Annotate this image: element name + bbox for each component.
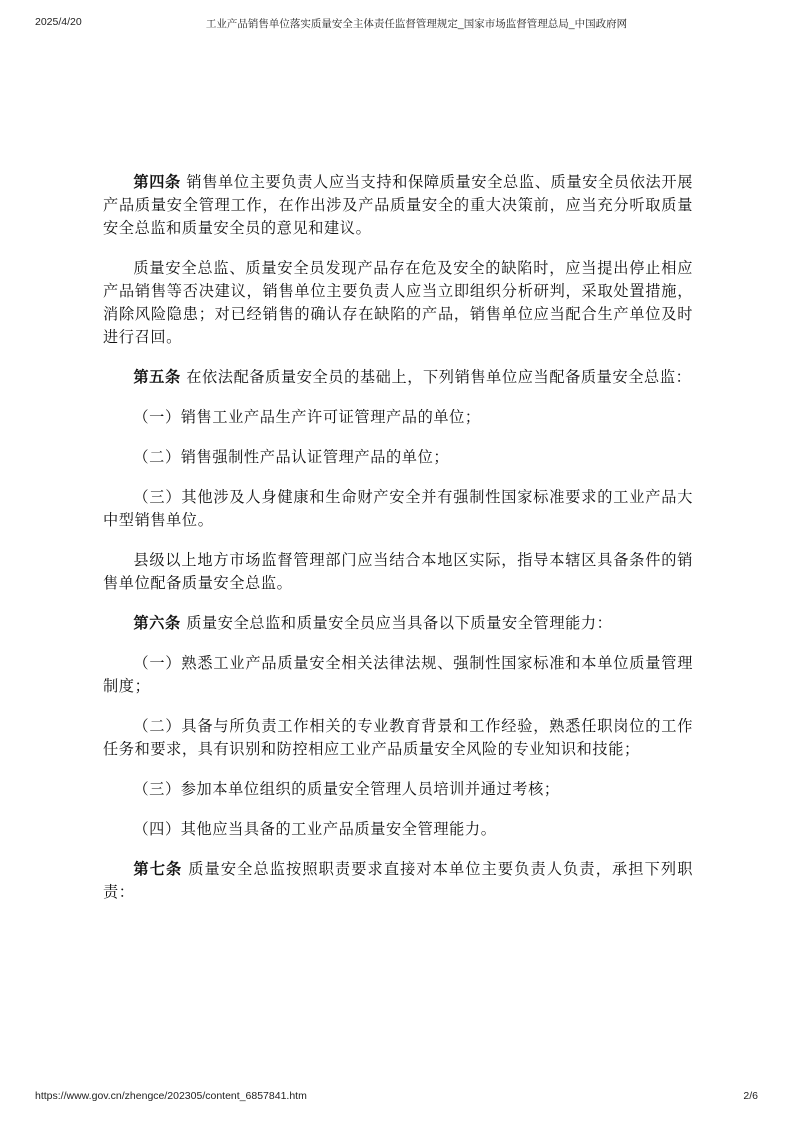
paragraph — [103, 446, 693, 469]
paragraph — [103, 858, 693, 904]
article-label: 第四条 — [133, 173, 181, 191]
paragraph-text: 在依法配备质量安全员的基础上，下列销售单位应当配备质量安全总监： — [186, 368, 692, 386]
document-body — [103, 171, 693, 921]
paragraph-text: （四）其他应当具备的工业产品质量安全管理能力。 — [133, 820, 497, 838]
article-label: 第六条 — [133, 614, 181, 632]
paragraph-text: 质量安全总监按照职责要求直接对本单位主要负责人负责，承担下列职责： — [103, 860, 693, 901]
paragraph-text: 质量安全总监和质量安全员应当具备以下质量安全管理能力： — [186, 614, 613, 632]
paragraph — [103, 486, 693, 532]
paragraph-text: （二）具备与所负责工作相关的专业教育背景和工作经验，熟悉任职岗位的工作任务和要求，具有识别和防控相应工业产品质量安全风险的专业知识和技能； — [103, 717, 693, 758]
paragraph-text: （三）参加本单位组织的质量安全管理人员培训并通过考核； — [133, 780, 560, 798]
paragraph-text: 县级以上地方市场监督管理部门应当结合本地区实际，指导本辖区具备条件的销售单位配备质量安全总监。 — [103, 551, 693, 592]
paragraph — [103, 652, 693, 698]
paragraph — [103, 612, 693, 635]
paragraph-text: （一）销售工业产品生产许可证管理产品的单位； — [133, 408, 481, 426]
page-url: https://www.gov.cn/zhengce/202305/content_6857841.htm — [35, 1090, 307, 1102]
paragraph — [103, 818, 693, 841]
paragraph — [103, 715, 693, 761]
paragraph — [103, 549, 693, 595]
paragraph-text: 质量安全总监、质量安全员发现产品存在危及安全的缺陷时，应当提出停止相应产品销售等否决建议，销售单位主要负责人应当立即组织分析研判，采取处置措施，消除风险隐患；对已经销售的确认存在缺陷的产品，销售单位应当配合生产单位及时进行召回。 — [103, 259, 693, 346]
paragraph-text: （三）其他涉及人身健康和生命财产安全并有强制性国家标准要求的工业产品大中型销售单位。 — [103, 488, 693, 529]
print-date: 2025/4/20 — [35, 16, 82, 28]
paragraph — [103, 406, 693, 429]
paragraph — [103, 171, 693, 240]
paragraph — [103, 366, 693, 389]
article-label: 第七条 — [133, 860, 183, 878]
page-number: 2/6 — [743, 1090, 758, 1102]
paragraph-text: 销售单位主要负责人应当支持和保障质量安全总监、质量安全员依法开展产品质量安全管理工作，在作出涉及产品质量安全的重大决策前，应当充分听取质量安全总监和质量安全员的意见和建议。 — [103, 173, 693, 237]
paragraph — [103, 778, 693, 801]
paragraph-text: （二）销售强制性产品认证管理产品的单位； — [133, 448, 450, 466]
paragraph-text: （一）熟悉工业产品质量安全相关法律法规、强制性国家标准和本单位质量管理制度； — [103, 654, 693, 695]
page-header-title: 工业产品销售单位落实质量安全主体责任监督管理规定_国家市场监督管理总局_中国政府网 — [205, 18, 628, 30]
article-label: 第五条 — [133, 368, 181, 386]
paragraph — [103, 257, 693, 349]
